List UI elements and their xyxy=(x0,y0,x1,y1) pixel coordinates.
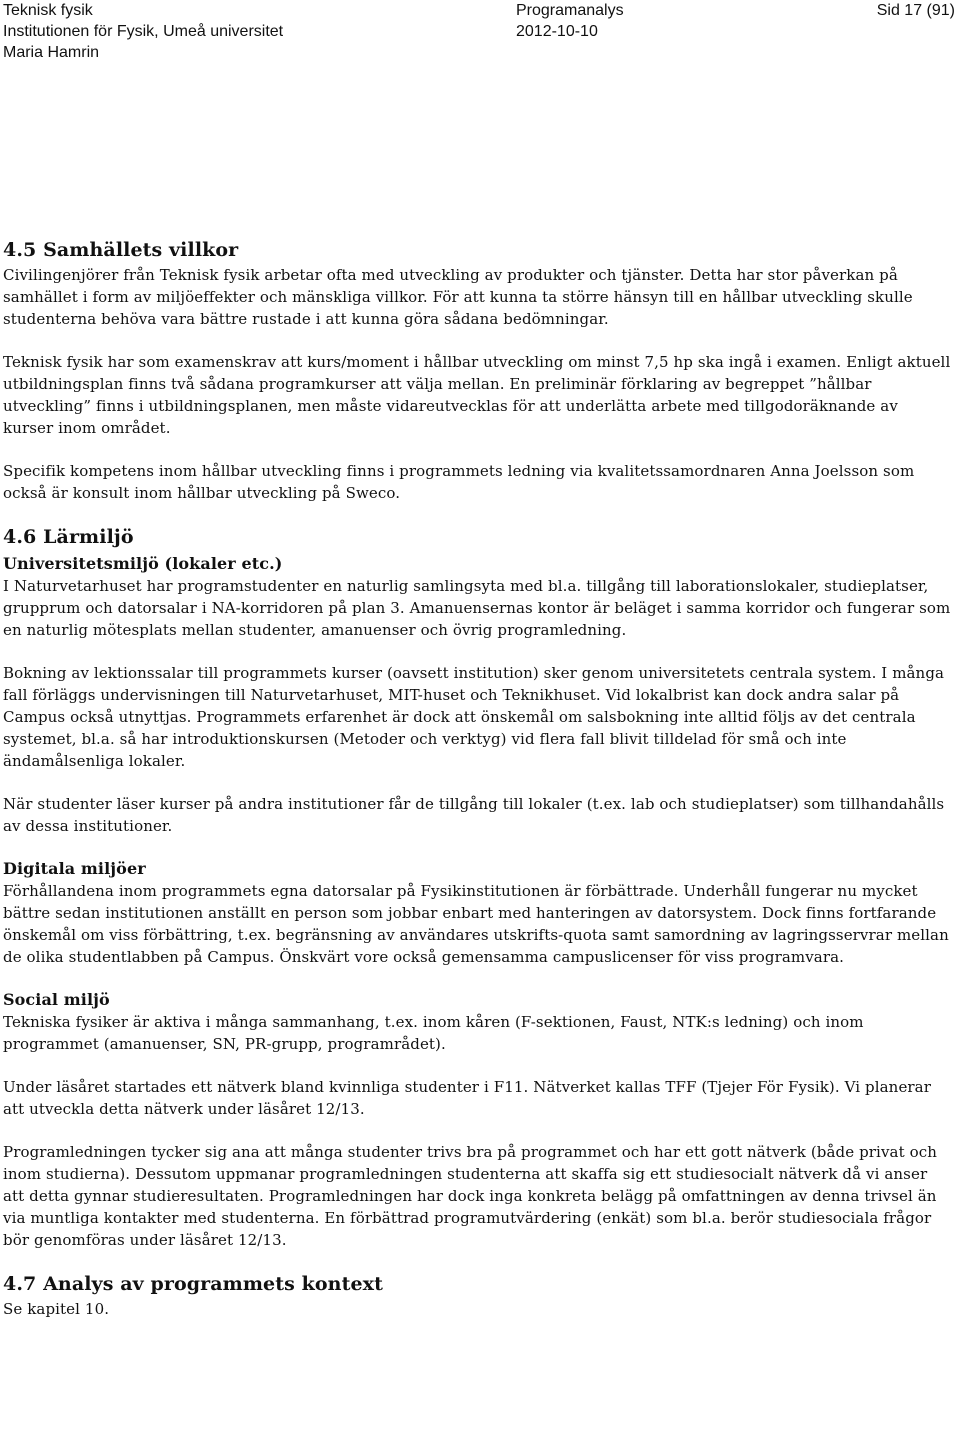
header-program: Teknisk fysik xyxy=(3,2,93,19)
paragraph: Teknisk fysik har som examenskrav att kurs/moment i hållbar utveckling om minst 7,5 hp ska ingå i examen. Enligt aktuell utbildningsplan finns två sådana programkurser att välja mellan. En preliminär förklaring av begreppet ”hållbar utveckling” finns i utbildningsplanen, men måste vidareutvecklas för att underlätta arbete med tillgodoräknande av kurser inom området. xyxy=(3,353,951,437)
page-number: Sid 17 (91) xyxy=(876,2,955,19)
page-header xyxy=(0,0,960,64)
paragraph: Programledningen tycker sig ana att många studenter trivs bra på programmet och har ett gott nätverk (både privat och inom studierna). Dessutom uppmanar programledningen studenterna att skaffa sig ett studiesocialt nätverk då vi anser att detta gynnar studieresultaten. Programledningen har dock inga konkreta belägg på omfattningen av denna trivsel än via muntliga kontakter med studenterna. En förbättrad programutvärdering (enkät) som bl.a. berör studiesociala frågor bör genomföras under läsåret 12/13. xyxy=(3,1143,937,1249)
header-author: Maria Hamrin xyxy=(3,44,100,61)
paragraph: Bokning av lektionssalar till programmets kurser (oavsett institution) sker genom universitetets centrala system. I många fall förläggs undervisningen till Naturvetarhuset, MIT-huset och Teknikhuset. Vid lokalbrist kan dock andra salar på Campus också utnyttjas. Programmets erfarenhet är dock att önskemål om salsbokning inte alltid följs av det centrala systemet, bl.a. så har introduktionskursen (Metoder och verktyg) vid flera fall blivit tilldelad för små och inte ändamålsenliga lokaler. xyxy=(3,664,945,770)
subheading-universitetsmiljo: Universitetsmiljö (lokaler etc.) xyxy=(3,554,283,573)
paragraph: I Naturvetarhuset har programstudenter en naturlig samlingsyta med bl.a. tillgång till laborationslokaler, studieplatser, grupprum och datorsalar i NA-korridoren på plan 3. Amanuensernas kontor är beläget i samma korridor och fungerar som en naturlig mötesplats mellan studenter, amanuenser och övrig programledning. xyxy=(3,577,951,639)
subheading-social-miljo: Social miljö xyxy=(3,990,110,1009)
header-left xyxy=(3,0,283,63)
document-body xyxy=(3,238,953,1320)
paragraph: Se kapitel 10. xyxy=(3,1300,110,1318)
header-right xyxy=(877,0,955,21)
paragraph: Förhållandena inom programmets egna datorsalar på Fysikinstitutionen är förbättrade. Underhåll fungerar nu mycket bättre sedan institutionen anställt en person som jobbar enbart med hanteringen av datorsystem. Dock finns fortfarande önskemål om viss förbättring, t.ex. begränsning av användares utskrifts-quota samt samordning av lagringsservrar mellan de olika studentlabben på Campus. Önskvärt vore också gemensamma campuslicenser för viss programvara. xyxy=(3,882,949,966)
section-heading-4-7: 4.7 Analys av programmets kontext xyxy=(3,1273,383,1295)
header-middle xyxy=(516,0,624,42)
header-doc-title: Programanalys xyxy=(516,2,624,19)
paragraph: När studenter läser kurser på andra institutioner får de tillgång till lokaler (t.ex. lab och studieplatser) som tillhandahålls av dessa institutioner. xyxy=(3,795,945,835)
header-institution: Institutionen för Fysik, Umeå universitet xyxy=(3,23,284,40)
paragraph: Specifik kompetens inom hållbar utveckling finns i programmets ledning via kvalitetssamordnaren Anna Joelsson som också är konsult inom hållbar utveckling på Sweco. xyxy=(3,462,915,502)
subheading-digitala-miljoer: Digitala miljöer xyxy=(3,859,146,878)
header-date: 2012-10-10 xyxy=(516,23,598,40)
paragraph: Tekniska fysiker är aktiva i många sammanhang, t.ex. inom kåren (F-sektionen, Faust, NTK:s ledning) och inom programmet (amanuenser, SN, PR-grupp, programrådet). xyxy=(3,1013,864,1053)
section-heading-4-5: 4.5 Samhällets villkor xyxy=(3,239,239,261)
paragraph: Civilingenjörer från Teknisk fysik arbetar ofta med utveckling av produkter och tjänster. Detta har stor påverkan på samhället i form av miljöeffekter och mänskliga villkor. För att kunna ta större hänsyn till en hållbar utveckling skulle studenterna behöva vara bättre rustade i att kunna göra sådana bedömningar. xyxy=(3,266,913,328)
paragraph: Under läsåret startades ett nätverk bland kvinnliga studenter i F11. Nätverket kallas TFF (Tjejer För Fysik). Vi planerar att utveckla detta nätverk under läsåret 12/13. xyxy=(3,1078,931,1118)
section-heading-4-6: 4.6 Lärmiljö xyxy=(3,526,134,548)
